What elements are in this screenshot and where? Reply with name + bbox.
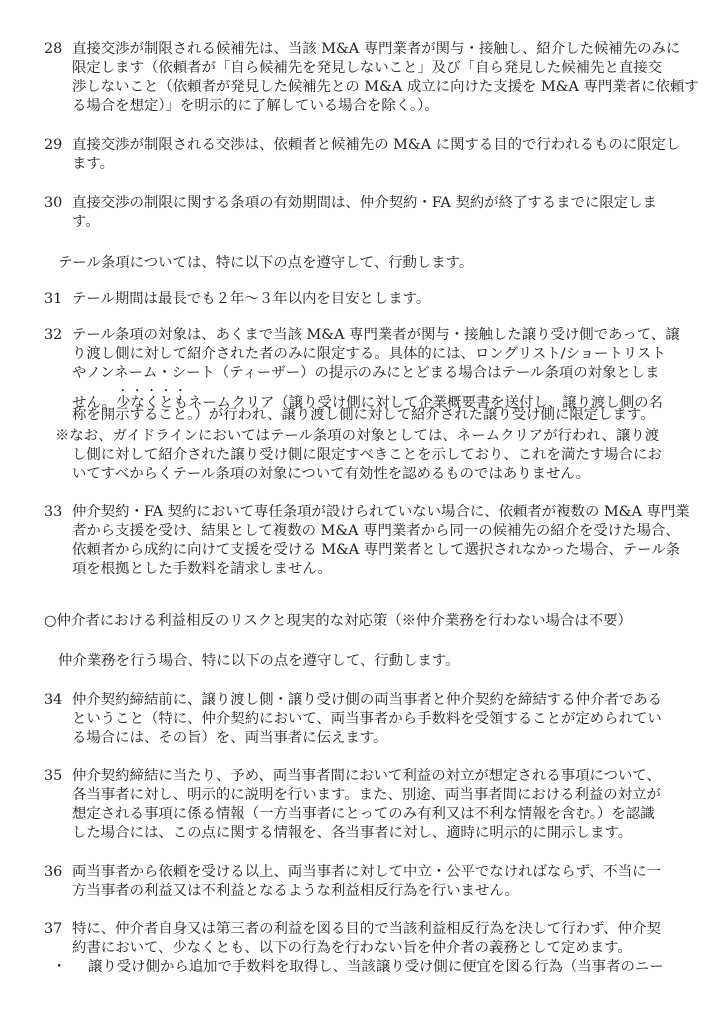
item-number: 35 <box>44 768 63 784</box>
text-line: ます。 <box>72 156 115 172</box>
text-line: 直接交渉の制限に関する条項の有効期間は、仲介契約・FA 契約が終了するまでに限定しま <box>72 195 657 211</box>
item-number: 29 <box>44 137 63 153</box>
note-line: し側に対して紹介された譲り受け側に限定すべきことを示しており、これを満たす場合にお <box>72 447 662 463</box>
text-line: 項を根拠とした手数料を請求しません。 <box>72 561 332 577</box>
item-number: 28 <box>44 41 63 57</box>
text-line: る場合を想定）」を明示的に了解している場合を除く。）。 <box>72 98 439 114</box>
text-line: 称を開示すること。）が行われ、譲り渡し側に対して紹介された譲り受け側に限定します。 <box>72 407 655 423</box>
tail-clause-intro: テール条項については、特に以下の点を遵守して、行動します。 <box>58 255 474 271</box>
text-line: 者から支援を受け、結果として複数の M&A 専門業者から同一の候補先の紹介を受けた場合、 <box>72 523 680 539</box>
text-line: 両当事者から依頼を受ける以上、両当事者に対して中立・公平でなければならず、不当に一 <box>72 864 661 880</box>
text-line: 依頼者から成約に向けて支援を受ける M&A 専門業者として選択されなかった場合、テール条 <box>72 542 681 558</box>
text-line: ということ（特に、仲介契約において、両当事者から手数料を受領することが定められてい <box>72 711 662 727</box>
note-line: いてすべからくテール条項の対象について有効性を認めるものではありません。 <box>72 466 591 482</box>
text-line: テール期間は最長でも２年～３年以内を目安とします。 <box>72 291 431 307</box>
text-line: 約書において、少なくとも、以下の行為を行わない旨を仲介者の義務として定めます。 <box>72 940 632 956</box>
text-line <box>72 387 680 411</box>
text-fragment: ネームクリア（譲り受け側に対して企業概要書を送付し、譲り渡し側の名 <box>188 395 663 411</box>
text-line: テール条項の対象は、あくまで当該 M&A 専門業者が関与・接触した譲り受け側であって、譲 <box>72 327 680 343</box>
text-line: り渡し側に対して紹介された者のみに限定する。具体的には、ロングリスト/ショートリスト <box>72 346 666 362</box>
text-fragment: せん。 <box>72 395 117 411</box>
note-line: ※なお、ガイドラインにおいてはテール条項の対象としては、ネームクリアが行われ、譲り渡 <box>55 428 660 444</box>
text-line: やノンネーム・シート（ティーザー）の提示のみにとどまる場合はテール条項の対象としま <box>72 365 660 381</box>
bullet-marker: ・ <box>52 959 67 975</box>
item-number: 32 <box>44 327 63 343</box>
item-number: 33 <box>44 504 63 520</box>
text-line: す。 <box>72 214 100 230</box>
text-line: る場合には、その旨）を、両当事者に伝えます。 <box>72 730 388 746</box>
text-line: 直接交渉が制限される交渉は、依頼者と候補先の M&A に関する目的で行われるものに限定し <box>72 137 681 153</box>
text-line: 直接交渉が制限される候補先は、当該 M&A 専門業者が関与・接触し、紹介した候補先のみに <box>72 41 681 57</box>
emphasized-text: 少なくとも <box>116 395 189 411</box>
item-number: 30 <box>44 195 63 211</box>
text-line: 想定される事項に係る情報（一方当事者にとってのみ有利又は不利な情報を含む。）を認識 <box>72 806 655 822</box>
text-line: 仲介契約締結に当たり、予め、両当事者間において利益の対立が想定される事項について、 <box>72 768 661 784</box>
text-line: 限定します（依頼者が「自ら候補先を発見しないこと」及び「自ら発見した候補先と直接交 <box>72 60 663 76</box>
text-line: 仲介契約締結前に、譲り渡し側・譲り受け側の両当事者と仲介契約を締結する仲介者である <box>72 692 663 708</box>
item-number: 31 <box>44 291 63 307</box>
text-line: 方当事者の利益又は不利益となるような利益相反行為を行いません。 <box>72 883 519 899</box>
bullet-text: 譲り受け側から追加で手数料を取得し、当該譲り受け側に便宜を図る行為（当事者のニー <box>88 959 664 975</box>
text-line: 渉しないこと（依頼者が発見した候補先との M&A 成立に向けた支援を M&A 専門業者に依頼す <box>72 79 699 95</box>
text-line: 特に、仲介者自身又は第三者の利益を図る目的で当該利益相反行為を決して行わず、仲介契 <box>72 921 661 937</box>
section-heading: ○仲介者における利益相反のリスクと現実的な対応策（※仲介業務を行わない場合は不要） <box>44 613 632 629</box>
item-number: 36 <box>44 864 63 880</box>
text-line: 各当事者に対し、明示的に説明を行います。また、別途、両当事者間における利益の対立が <box>72 787 661 803</box>
text-line: した場合には、この点に関する情報を、各当事者に対し、適時に明示的に開示します。 <box>72 825 633 841</box>
broker-intro: 仲介業務を行う場合、特に以下の点を遵守して、行動します。 <box>58 653 460 669</box>
text-line: 仲介契約・FA 契約において専任条項が設けられていない場合に、依頼者が複数の M&A 専門業 <box>72 504 690 520</box>
item-number: 37 <box>44 921 63 937</box>
item-number: 34 <box>44 692 63 708</box>
